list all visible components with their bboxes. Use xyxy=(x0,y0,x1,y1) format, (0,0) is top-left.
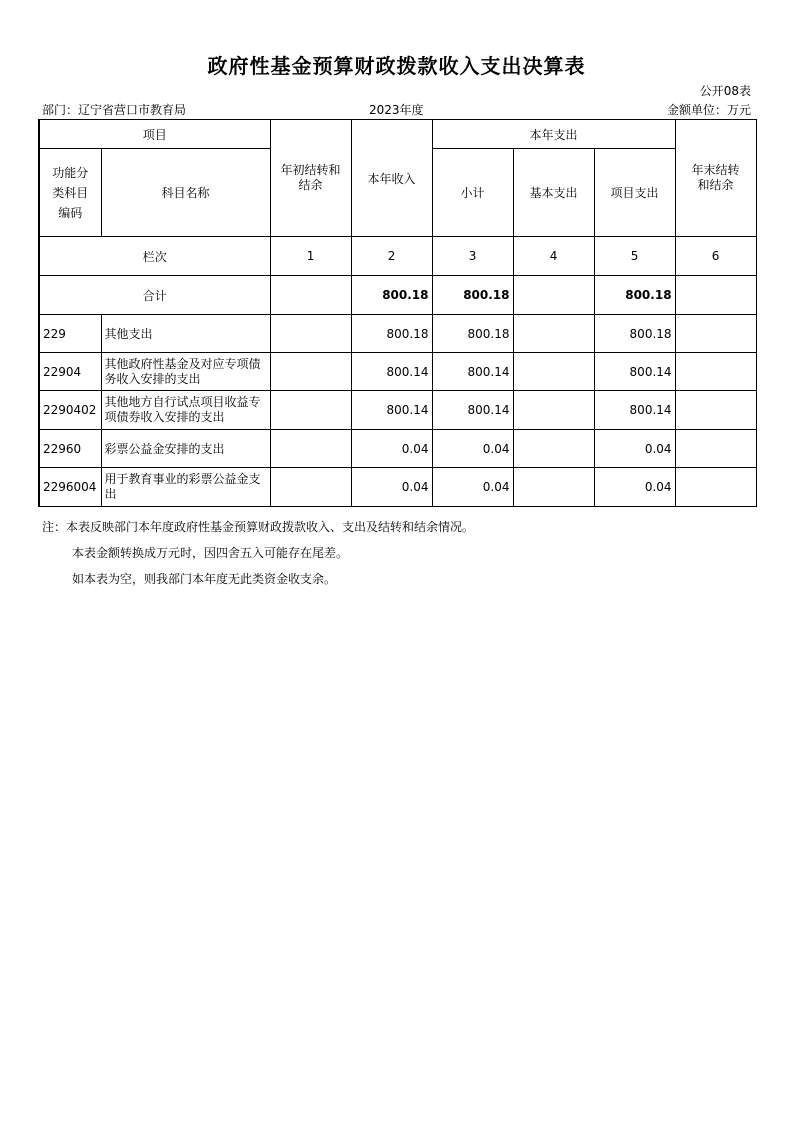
row-code: 229 xyxy=(39,315,101,353)
header-begin-balance xyxy=(270,120,351,237)
total-begin xyxy=(270,276,351,315)
header-income: 本年收入 xyxy=(351,120,432,237)
note-line: 注：本表反映部门本年度政府性基金预算财政拨款收入、支出及结转和结余情况。 xyxy=(42,520,475,534)
row-name xyxy=(101,391,270,430)
row-income: 800.14 xyxy=(351,391,432,430)
row-subtotal: 800.14 xyxy=(432,391,513,430)
col-index-5: 5 xyxy=(594,237,675,276)
row-income: 800.18 xyxy=(351,315,432,353)
row-basic xyxy=(513,391,594,430)
row-name-text: 其他地方自行试点项目收益专项债券收入安排的支出 xyxy=(104,395,261,424)
row-name: 彩票公益金安排的支出 xyxy=(101,430,270,468)
total-basic xyxy=(513,276,594,315)
row-subtotal: 800.18 xyxy=(432,315,513,353)
total-subtotal: 800.18 xyxy=(432,276,513,315)
row-income: 800.14 xyxy=(351,353,432,391)
row-basic xyxy=(513,468,594,507)
row-end xyxy=(675,315,756,353)
row-subtotal: 0.04 xyxy=(432,430,513,468)
row-end xyxy=(675,430,756,468)
form-number: 公开08表 xyxy=(699,84,751,98)
note-line: 本表金额转换成万元时，因四舍五入可能存在尾差。 xyxy=(72,546,349,560)
row-project: 800.14 xyxy=(594,391,675,430)
row-code: 2296004 xyxy=(39,468,101,507)
table-row xyxy=(39,391,756,430)
header-end-balance xyxy=(675,120,756,237)
header-expense-group: 本年支出 xyxy=(432,120,675,149)
col-index-label: 栏次 xyxy=(39,237,270,276)
row-name xyxy=(101,468,270,507)
col-index-6: 6 xyxy=(675,237,756,276)
row-end xyxy=(675,468,756,507)
row-end xyxy=(675,391,756,430)
row-project: 800.14 xyxy=(594,353,675,391)
table-row xyxy=(39,430,756,468)
row-name-text: 其他政府性基金及对应专项债务收入安排的支出 xyxy=(104,356,261,386)
header-subject-name: 科目名称 xyxy=(101,149,270,237)
row-project: 0.04 xyxy=(594,430,675,468)
total-project: 800.18 xyxy=(594,276,675,315)
header-end-balance-text: 年末结转和结余 xyxy=(691,163,740,192)
row-begin xyxy=(270,353,351,391)
header-func-code-text: 功能分类科目编码 xyxy=(52,165,89,220)
header-basic: 基本支出 xyxy=(513,149,594,237)
col-index-2: 2 xyxy=(351,237,432,276)
year-label: 2023年度 xyxy=(369,103,424,117)
col-index-3: 3 xyxy=(432,237,513,276)
header-begin-balance-text: 年初结转和结余 xyxy=(280,163,341,192)
row-code: 2290402 xyxy=(39,391,101,430)
row-basic xyxy=(513,315,594,353)
row-subtotal: 800.14 xyxy=(432,353,513,391)
row-project: 800.18 xyxy=(594,315,675,353)
department-label: 部门：辽宁省营口市教育局 xyxy=(42,103,187,117)
row-begin xyxy=(270,430,351,468)
footnotes xyxy=(42,514,474,592)
header-func-code xyxy=(39,149,101,237)
row-basic xyxy=(513,430,594,468)
row-income: 0.04 xyxy=(351,430,432,468)
header-project: 项目支出 xyxy=(594,149,675,237)
row-end xyxy=(675,353,756,391)
table-row xyxy=(39,315,756,353)
row-name xyxy=(101,353,270,391)
row-basic xyxy=(513,353,594,391)
total-income: 800.18 xyxy=(351,276,432,315)
row-code: 22960 xyxy=(39,430,101,468)
row-begin xyxy=(270,315,351,353)
row-name-text: 用于教育事业的彩票公益金支出 xyxy=(104,472,261,501)
row-project: 0.04 xyxy=(594,468,675,507)
total-label: 合计 xyxy=(39,276,270,315)
total-end xyxy=(675,276,756,315)
header-subtotal: 小计 xyxy=(432,149,513,237)
header-item: 项目 xyxy=(39,120,270,149)
col-index-1: 1 xyxy=(270,237,351,276)
row-subtotal: 0.04 xyxy=(432,468,513,507)
row-code: 22904 xyxy=(39,353,101,391)
col-index-4: 4 xyxy=(513,237,594,276)
table-row xyxy=(39,353,756,391)
row-income: 0.04 xyxy=(351,468,432,507)
table-row xyxy=(39,468,756,507)
unit-label: 金额单位：万元 xyxy=(666,103,751,117)
report-meta xyxy=(42,101,751,117)
budget-table xyxy=(38,119,757,507)
page-title: 政府性基金预算财政拨款收入支出决算表 xyxy=(207,54,586,78)
row-begin xyxy=(270,468,351,507)
row-name: 其他支出 xyxy=(101,315,270,353)
row-begin xyxy=(270,391,351,430)
note-line: 如本表为空，则我部门本年度无此类资金收支余。 xyxy=(72,572,337,586)
